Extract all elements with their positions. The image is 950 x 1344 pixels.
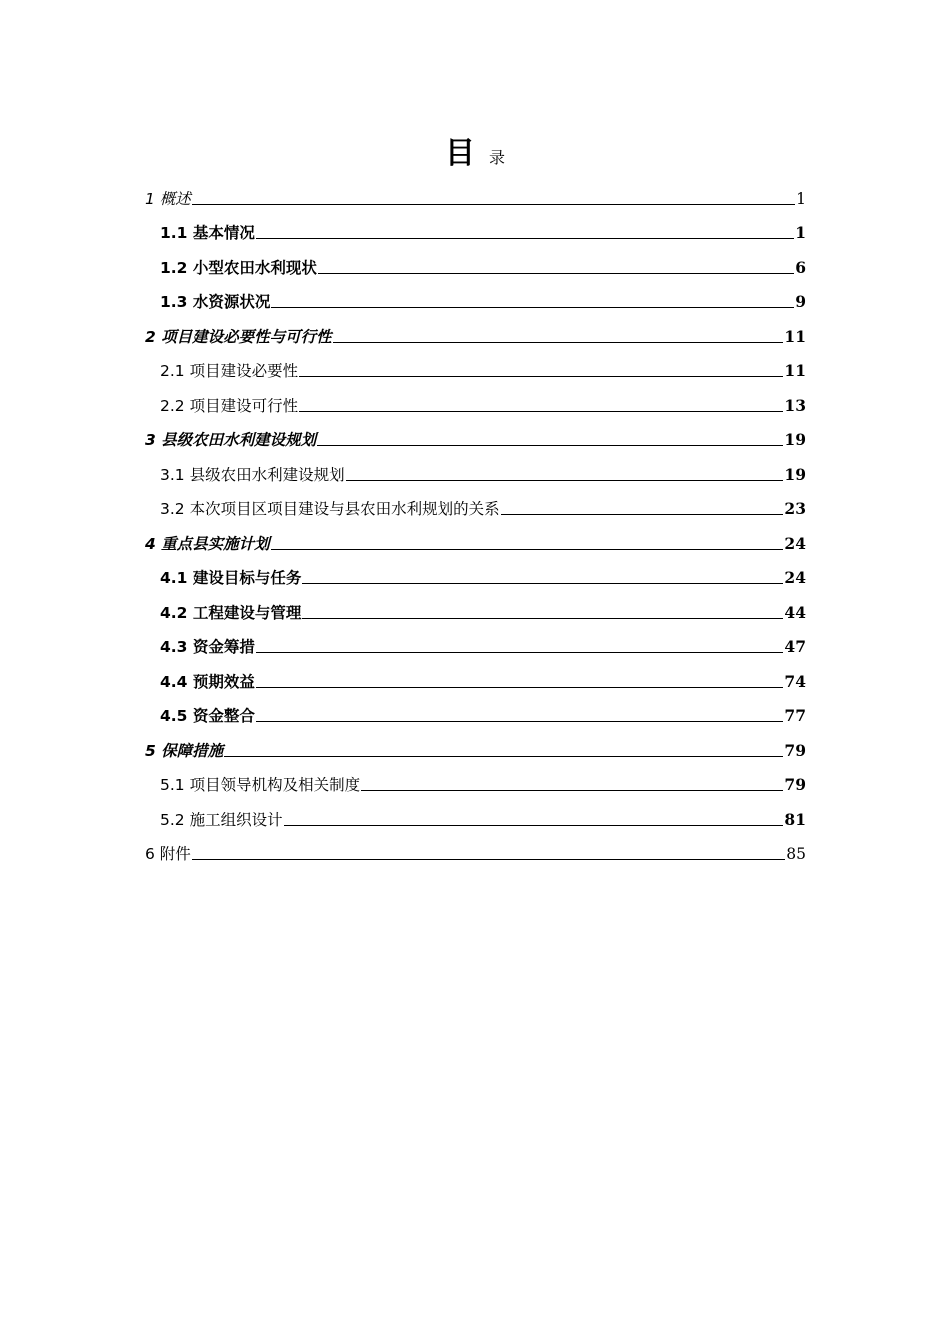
toc-entry-label: 1 概述 [145,189,191,208]
toc-entry-2-2[interactable] [145,387,806,422]
toc-entry-page: 24 [784,568,806,587]
toc-entry-label: 4.5 资金整合 [160,707,255,725]
toc-entry-page: 81 [784,809,806,829]
toc-entry-label: 4.4 预期效益 [160,672,255,691]
toc-entry-label: 1.2 小型农田水利现状 [160,258,317,277]
toc-entry-page: 11 [784,326,806,346]
toc-heading-main: 目 [444,136,475,171]
toc-entry-page: 1 [795,223,806,242]
toc-leader-line [271,307,794,308]
toc-leader-line [256,652,784,653]
toc-entry-4-5[interactable] [145,698,806,733]
toc-entry-4-3[interactable] [145,629,806,664]
toc-entry-4[interactable] [145,525,806,560]
toc-entry-label: 1.1 基本情况 [160,224,255,242]
toc-entry-page: 1 [796,189,806,208]
toc-entry-page: 11 [784,361,806,380]
toc-leader-line [333,342,784,343]
toc-entry-3[interactable] [145,422,806,457]
toc-heading-sub: 录 [488,148,505,167]
toc-entry-page: 9 [795,292,806,311]
toc-leader-line [256,687,784,688]
toc-entry-label: 3.2 本次项目区项目建设与县农田水利规划的关系 [160,500,500,518]
toc-leader-line [317,445,783,446]
toc-entry-label: 2.1 项目建设必要性 [160,362,299,380]
toc-entry-5-1[interactable] [145,767,806,802]
toc-entry-label: 5.1 项目领导机构及相关制度 [160,776,361,794]
toc-entry-5-2[interactable] [145,801,806,836]
toc-entry-page: 44 [784,602,806,622]
toc-entry-6[interactable] [145,836,806,871]
toc-entry-1-1[interactable] [145,215,806,250]
toc-leader-line [299,376,783,377]
toc-entry-page: 77 [784,706,806,725]
toc-entry-label: 4.1 建设目标与任务 [160,569,302,587]
toc-entry-label: 5 保障措施 [145,741,224,760]
toc-leader-line [318,273,794,274]
toc-leader-line [361,790,783,791]
toc-entry-label: 4 重点县实施计划 [145,534,270,553]
toc-leader-line [284,825,784,826]
toc-leader-line [192,859,785,860]
toc-entry-label: 6 附件 [145,845,191,863]
toc-entry-4-2[interactable] [145,594,806,629]
toc-leader-line [256,721,784,722]
toc-entry-page: 19 [784,464,806,484]
toc-heading [0,128,950,172]
toc-leader-line [302,618,783,619]
toc-entry-4-4[interactable] [145,663,806,698]
toc-entry-label: 3.1 县级农田水利建设规划 [160,465,345,484]
toc-entry-label: 2 项目建设必要性与可行性 [145,327,332,346]
toc-entry-page: 79 [784,740,806,760]
toc-entry-label: 4.2 工程建设与管理 [160,603,302,622]
toc-entry-label: 5.2 施工组织设计 [160,810,283,829]
toc-entry-label: 4.3 资金筹措 [160,638,255,656]
toc-entry-page: 24 [784,533,806,553]
toc-entry-page: 13 [784,395,806,415]
toc-leader-line [224,756,783,757]
toc-leader-line [346,480,784,481]
toc-entry-page: 85 [786,845,806,863]
toc-leader-line [302,583,783,584]
toc-entry-2[interactable] [145,318,806,353]
toc-entry-page: 23 [784,499,806,518]
toc-entry-label: 2.2 项目建设可行性 [160,396,299,415]
toc-entry-page: 19 [784,430,806,449]
toc-entry-1-2[interactable] [145,249,806,284]
toc-entry-page: 74 [784,671,806,691]
toc-entry-page: 6 [795,257,806,277]
toc-entry-4-1[interactable] [145,560,806,595]
toc-entry-1-3[interactable] [145,284,806,319]
toc-entry-2-1[interactable] [145,353,806,388]
toc-entry-page: 47 [784,637,806,656]
toc-entry-page: 79 [784,775,806,794]
toc-leader-line [299,411,783,412]
toc-entry-3-2[interactable] [145,491,806,526]
toc-entry-1[interactable] [145,180,806,215]
toc-entry-label: 3 县级农田水利建设规划 [145,431,317,449]
toc-leader-line [271,549,784,550]
table-of-contents [145,180,806,870]
toc-leader-line [192,204,795,205]
toc-leader-line [501,514,784,515]
toc-entry-label: 1.3 水资源状况 [160,293,271,311]
toc-leader-line [256,238,794,239]
toc-entry-3-1[interactable] [145,456,806,491]
toc-entry-5[interactable] [145,732,806,767]
